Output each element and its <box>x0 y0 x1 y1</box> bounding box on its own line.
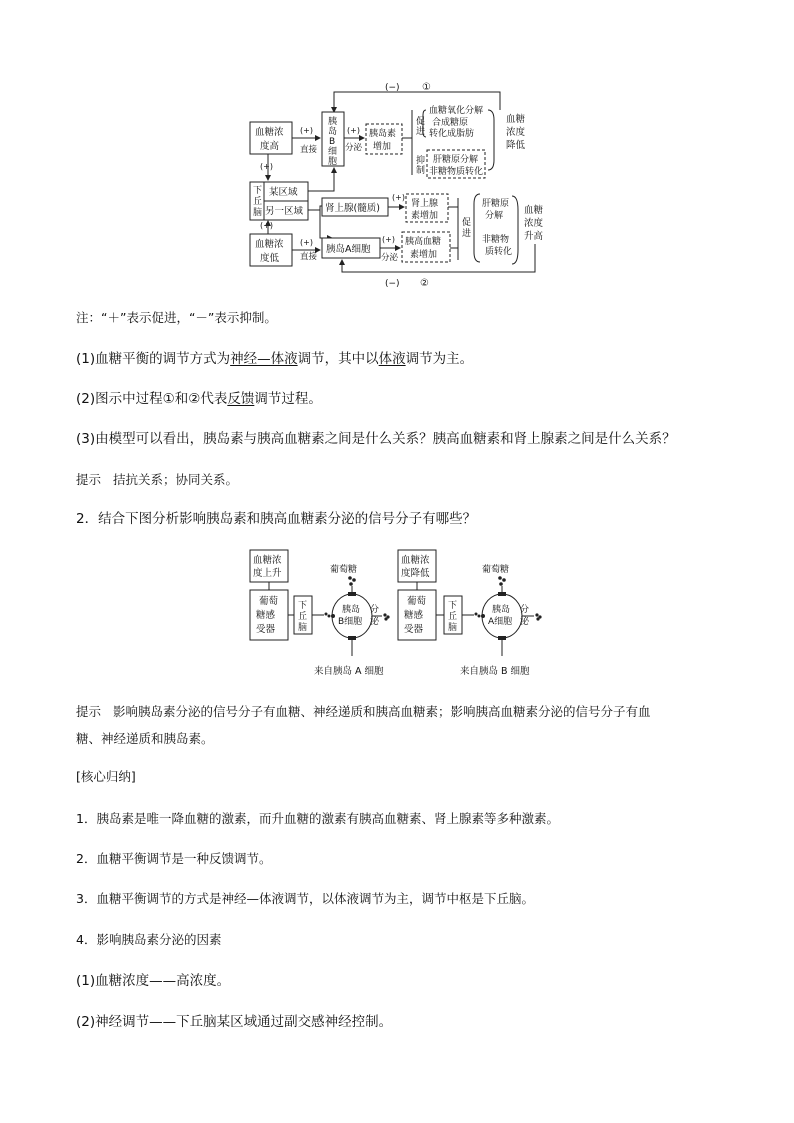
svg-text:血糖浓: 血糖浓 <box>401 555 430 566</box>
svg-text:肾上腺: 肾上腺 <box>411 199 439 209</box>
svg-text:度降低: 度降低 <box>401 568 430 579</box>
svg-text:血糖浓: 血糖浓 <box>255 239 284 250</box>
svg-text:丘: 丘 <box>298 612 308 622</box>
svg-text:A细胞: A细胞 <box>488 617 513 627</box>
svg-text:下: 下 <box>448 601 458 611</box>
svg-text:脑: 脑 <box>253 208 263 218</box>
svg-text:分泌: 分泌 <box>381 253 399 263</box>
svg-text:直接: 直接 <box>300 145 318 155</box>
factor-1: (1)血糖浓度——高浓度。 <box>76 973 231 989</box>
svg-text:度高: 度高 <box>260 141 280 152</box>
svg-text:制: 制 <box>416 166 426 176</box>
svg-text:泌: 泌 <box>520 617 530 627</box>
svg-text:血糖浓: 血糖浓 <box>255 127 284 138</box>
svg-text:增加: 增加 <box>373 142 392 152</box>
svg-text:胰: 胰 <box>328 117 338 127</box>
svg-text:受器: 受器 <box>404 624 424 635</box>
svg-text:泌: 泌 <box>370 617 380 627</box>
paragraph-1: (1)血糖平衡的调节方式为神经—体液调节，其中以体液调节为主。 <box>76 351 474 367</box>
svg-text:(+): (+) <box>392 193 405 202</box>
svg-text:合成糖原: 合成糖原 <box>432 118 469 128</box>
svg-text:(+): (+) <box>347 126 360 135</box>
svg-text:丘: 丘 <box>448 612 458 622</box>
svg-text:血糖: 血糖 <box>524 205 544 216</box>
svg-text:某区域: 某区域 <box>269 187 298 198</box>
svg-text:浓度: 浓度 <box>524 218 544 229</box>
feedback-sign-1: (−) <box>385 83 400 93</box>
svg-text:(+): (+) <box>382 235 395 244</box>
svg-text:胞: 胞 <box>328 157 338 167</box>
svg-text:抑: 抑 <box>416 156 426 166</box>
svg-text:血糖浓: 血糖浓 <box>253 555 282 566</box>
svg-text:(−): (−) <box>385 279 400 289</box>
svg-text:血糖: 血糖 <box>506 114 526 125</box>
svg-text:丘: 丘 <box>253 197 263 207</box>
svg-text:分解: 分解 <box>485 211 504 221</box>
svg-text:分: 分 <box>370 605 380 615</box>
svg-text:胰岛: 胰岛 <box>342 605 361 615</box>
svg-text:B: B <box>329 137 336 147</box>
svg-text:糖感: 糖感 <box>256 610 276 621</box>
beta-cell-circle <box>332 594 372 638</box>
svg-text:素增加: 素增加 <box>410 250 438 260</box>
svg-text:来自胰岛 A 细胞: 来自胰岛 A 细胞 <box>314 666 384 677</box>
svg-text:细: 细 <box>328 147 338 157</box>
svg-text:B细胞: B细胞 <box>338 617 363 627</box>
feedback-num-1: ① <box>422 82 431 93</box>
svg-text:素增加: 素增加 <box>411 211 439 221</box>
svg-text:来自胰岛 B 细胞: 来自胰岛 B 细胞 <box>460 666 530 677</box>
svg-text:葡萄: 葡萄 <box>259 596 279 607</box>
svg-text:非糖物: 非糖物 <box>482 235 510 245</box>
svg-text:葡萄: 葡萄 <box>407 596 427 607</box>
core-item-2: 2．血糖平衡调节是一种反馈调节。 <box>76 851 272 866</box>
core-summary-title: [核心归纳] <box>76 769 136 784</box>
svg-text:促: 促 <box>462 218 472 228</box>
svg-text:(+): (+) <box>260 162 273 171</box>
svg-text:(+): (+) <box>300 126 313 135</box>
legend-note: 注：“＋”表示促进，“－”表示抑制。 <box>76 310 277 325</box>
svg-text:另一区域: 另一区域 <box>265 206 304 217</box>
svg-text:(+): (+) <box>260 221 273 230</box>
svg-text:脑: 脑 <box>298 623 308 633</box>
svg-text:糖感: 糖感 <box>404 610 424 621</box>
signal-molecule-diagram <box>248 548 558 684</box>
svg-text:度上升: 度上升 <box>253 568 282 579</box>
svg-text:进: 进 <box>462 229 472 239</box>
svg-text:质转化: 质转化 <box>485 247 513 257</box>
factor-2: (2)神经调节——下丘脑某区域通过副交感神经控制。 <box>76 1014 393 1030</box>
svg-text:肝糖原分解: 肝糖原分解 <box>433 155 479 165</box>
svg-text:肝糖原: 肝糖原 <box>482 199 510 209</box>
svg-text:下: 下 <box>298 601 308 611</box>
core-item-1: 1．胰岛素是唯一降血糖的激素，而升血糖的激素有胰高血糖素、肾上腺素等多种激素。 <box>76 811 559 826</box>
svg-text:度低: 度低 <box>260 253 280 264</box>
svg-text:浓度: 浓度 <box>506 127 526 138</box>
question-2: 2．结合下图分析影响胰岛素和胰高血糖素分泌的信号分子有哪些？ <box>76 511 477 527</box>
svg-text:葡萄糖: 葡萄糖 <box>330 565 358 575</box>
hint-2-cont: 糖、神经递质和胰岛素。 <box>76 731 214 746</box>
svg-text:胰岛素: 胰岛素 <box>369 129 397 139</box>
svg-text:葡萄糖: 葡萄糖 <box>482 565 510 575</box>
question-3: (3)由模型可以看出，胰岛素与胰高血糖素之间是什么关系？胰高血糖素和肾上腺素之间是什么关系？ <box>76 431 676 447</box>
svg-text:胰岛: 胰岛 <box>492 605 511 615</box>
paragraph-2: (2)图示中过程①和②代表反馈调节过程。 <box>76 391 322 407</box>
svg-text:血糖氧化分解: 血糖氧化分解 <box>429 106 484 116</box>
svg-text:受器: 受器 <box>256 624 276 635</box>
glucose-regulation-diagram <box>230 70 570 300</box>
svg-text:降低: 降低 <box>506 140 526 151</box>
core-item-3: 3．血糖平衡调节的方式是神经—体液调节，以体液调节为主，调节中枢是下丘脑。 <box>76 891 534 906</box>
svg-text:胰高血糖: 胰高血糖 <box>405 237 442 247</box>
svg-text:分泌: 分泌 <box>345 143 363 153</box>
svg-text:促: 促 <box>416 117 426 127</box>
svg-text:直接: 直接 <box>300 252 318 262</box>
svg-text:分: 分 <box>520 605 530 615</box>
svg-text:胰岛A细胞: 胰岛A细胞 <box>326 244 371 255</box>
svg-text:进: 进 <box>416 127 426 137</box>
alpha-cell-circle <box>482 594 522 638</box>
svg-text:肾上腺(髓质): 肾上腺(髓质) <box>325 203 380 214</box>
svg-text:下: 下 <box>253 186 263 196</box>
core-item-4: 4．影响胰岛素分泌的因素 <box>76 932 222 947</box>
hint-2: 提示 影响胰岛素分泌的信号分子有血糖、神经递质和胰高血糖素；影响胰高血糖素分泌的信号分子有血 <box>76 704 651 719</box>
svg-text:岛: 岛 <box>328 127 338 137</box>
svg-text:脑: 脑 <box>448 623 458 633</box>
svg-text:升高: 升高 <box>524 231 544 242</box>
svg-text:非糖物质转化: 非糖物质转化 <box>429 167 484 177</box>
svg-text:转化成脂肪: 转化成脂肪 <box>429 129 475 139</box>
hint-1: 提示 拮抗关系；协同关系。 <box>76 472 238 487</box>
svg-text:(+): (+) <box>300 238 313 247</box>
svg-text:②: ② <box>420 278 429 289</box>
